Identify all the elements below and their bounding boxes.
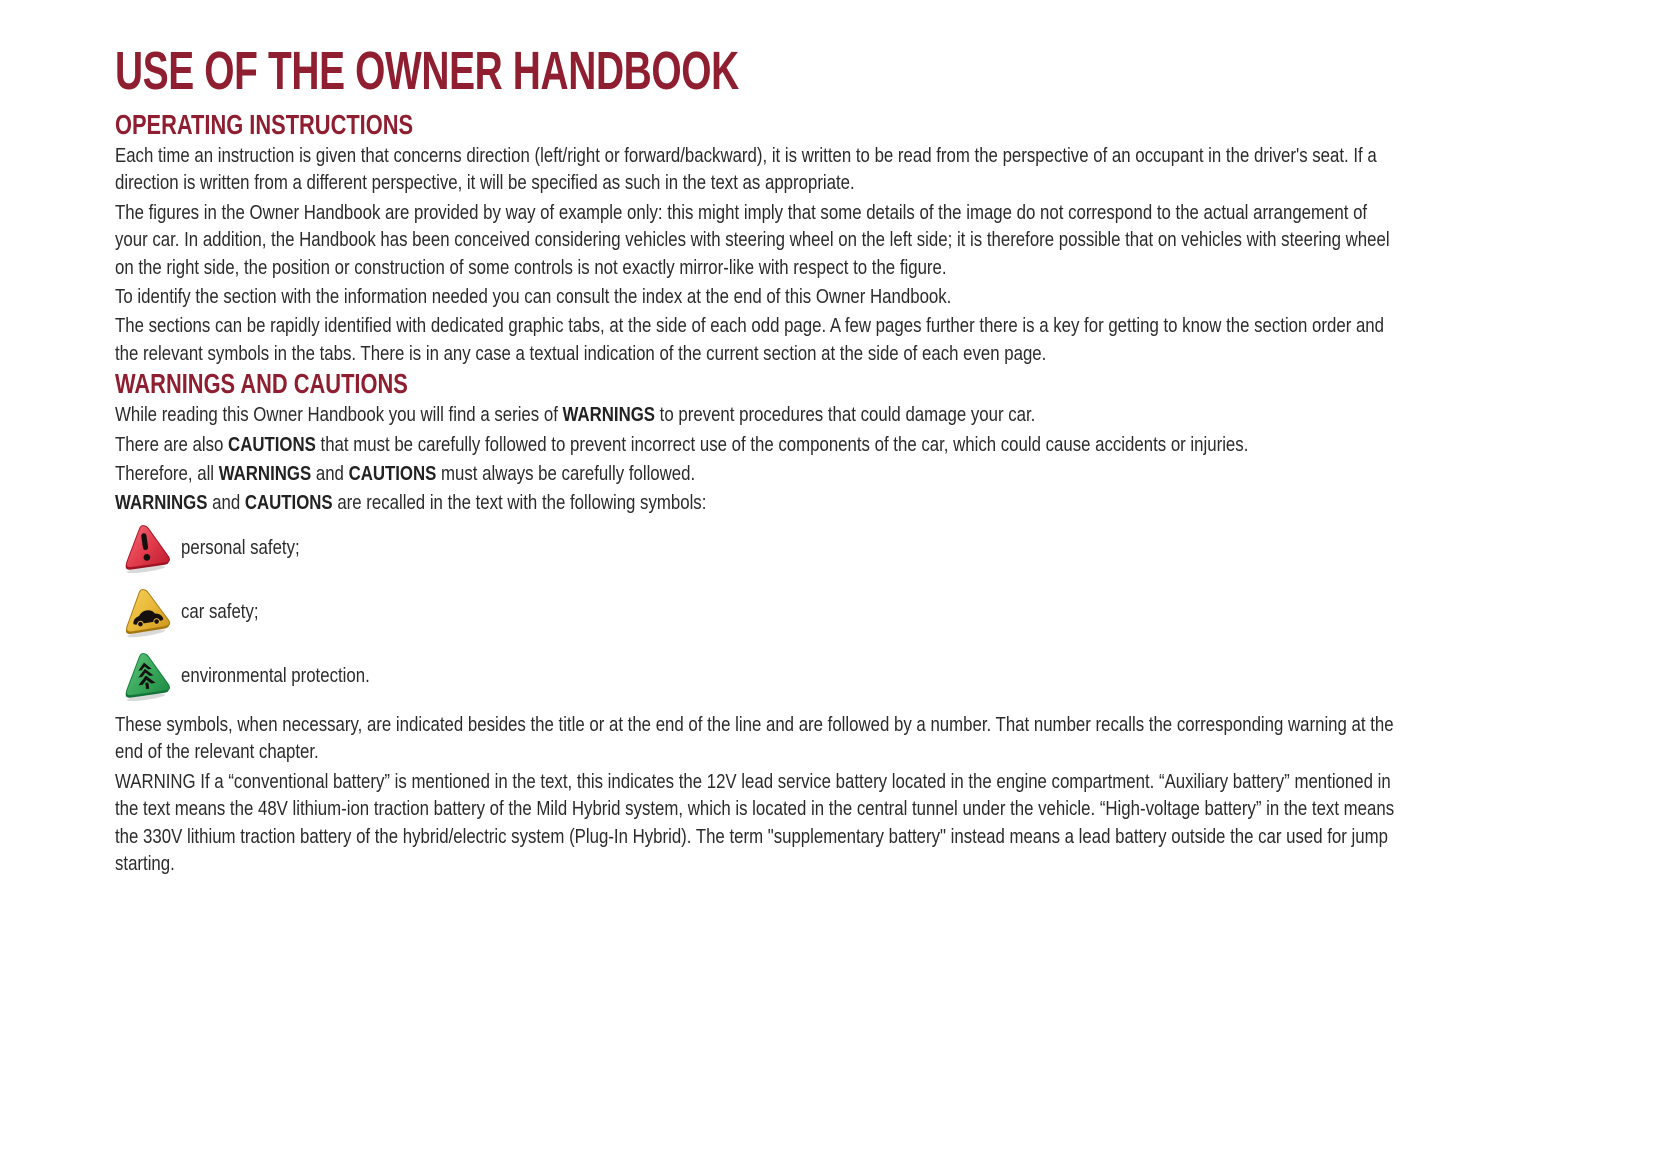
page-title: USE OF THE OWNER HANDBOOK bbox=[115, 41, 739, 101]
bold-warnings: WARNINGS bbox=[218, 462, 312, 486]
symbol-row-environmental-protection bbox=[117, 651, 1415, 701]
text-segment: Therefore, all bbox=[115, 462, 219, 486]
warning-symbols-list bbox=[115, 523, 1415, 701]
text-segment: to prevent procedures that could damage your car. bbox=[655, 403, 1036, 427]
symbol-row-car-safety bbox=[117, 587, 1415, 637]
personal-safety-icon bbox=[117, 522, 175, 574]
symbol-label: car safety; bbox=[181, 600, 259, 624]
paragraph-symbols-numbering: These symbols, when necessary, are indicated besides the title or at the end of the line and are followed by a number. That number recalls the corresponding warning at the end of the relevant chapter. bbox=[115, 712, 1394, 764]
paragraph-warnings-intro bbox=[115, 401, 1402, 428]
car-safety-icon bbox=[117, 586, 175, 638]
text-segment: and bbox=[207, 491, 245, 515]
paragraph-index-reference: To identify the section with the information needed you can consult the index at the end of this Owner Handbook. bbox=[115, 285, 952, 309]
section-heading-warnings-cautions: WARNINGS AND CAUTIONS bbox=[115, 368, 408, 400]
bold-warnings: WARNINGS bbox=[562, 403, 656, 427]
symbol-row-personal-safety bbox=[117, 523, 1415, 573]
paragraph-figures-example: The figures in the Owner Handbook are provided by way of example only: this might imply that some details of the image do not correspond to the actual arrangement of your car. In addition, the Handbook has been conceived considering vehicles with steering wheel on the left side; it is therefore possible that on vehicles with steering wheel on the right side, the position or construction of some controls is not exactly mirror-like with respect to the figure. bbox=[115, 200, 1390, 279]
paragraph-direction-perspective: Each time an instruction is given that concerns direction (left/right or forward/backward), it is written to be read from the perspective of an occupant in the driver's seat. If a direction is written from a different perspective, it will be specified as such in the text as appropriate. bbox=[115, 144, 1377, 195]
paragraph-section-tabs: The sections can be rapidly identified with dedicated graphic tabs, at the side of each odd page. A few pages further there is a key for getting to know the section order and the relevant symbols in the tabs. There is in any case a textual indication of the current section at the side of each even page. bbox=[115, 314, 1385, 365]
symbol-label: personal safety; bbox=[181, 536, 300, 560]
paragraph-battery-warning: WARNING If a “conventional battery” is mentioned in the text, this indicates the 12V lead service battery located in the engine compartment. “Auxiliary battery” mentioned in the text means the 48V lithium-ion traction battery of the Mild Hybrid system, which is located in the central tunnel under the vehicle. “High-voltage battery” in the text means the 330V lithium traction battery of the hybrid/electric system (Plug-In Hybrid). The term "supplementary battery" instead means a lead battery outside the car used for jump starting. bbox=[115, 769, 1395, 875]
text-segment: While reading this Owner Handbook you will find a series of bbox=[115, 403, 563, 427]
bold-warnings: WARNINGS bbox=[115, 491, 208, 515]
text-segment: that must be carefully followed to prevent incorrect use of the components of the car, which could cause accidents or injuries. bbox=[315, 432, 1249, 456]
environmental-protection-icon bbox=[117, 650, 175, 702]
bold-cautions: CAUTIONS bbox=[348, 462, 437, 486]
paragraph-follow-all bbox=[115, 460, 1402, 487]
bold-cautions: CAUTIONS bbox=[228, 432, 316, 456]
bold-cautions: CAUTIONS bbox=[244, 491, 333, 515]
paragraph-cautions-intro bbox=[115, 431, 1402, 458]
section-heading-operating-instructions: OPERATING INSTRUCTIONS bbox=[115, 109, 414, 140]
text-segment: and bbox=[311, 462, 349, 486]
page-content bbox=[115, 0, 1415, 879]
text-segment: are recalled in the text with the following symbols: bbox=[332, 491, 707, 515]
paragraph-symbols-intro bbox=[115, 489, 1402, 516]
symbol-label: environmental protection. bbox=[181, 664, 370, 688]
text-segment: must always be carefully followed. bbox=[436, 462, 696, 486]
text-segment: There are also bbox=[115, 432, 229, 456]
